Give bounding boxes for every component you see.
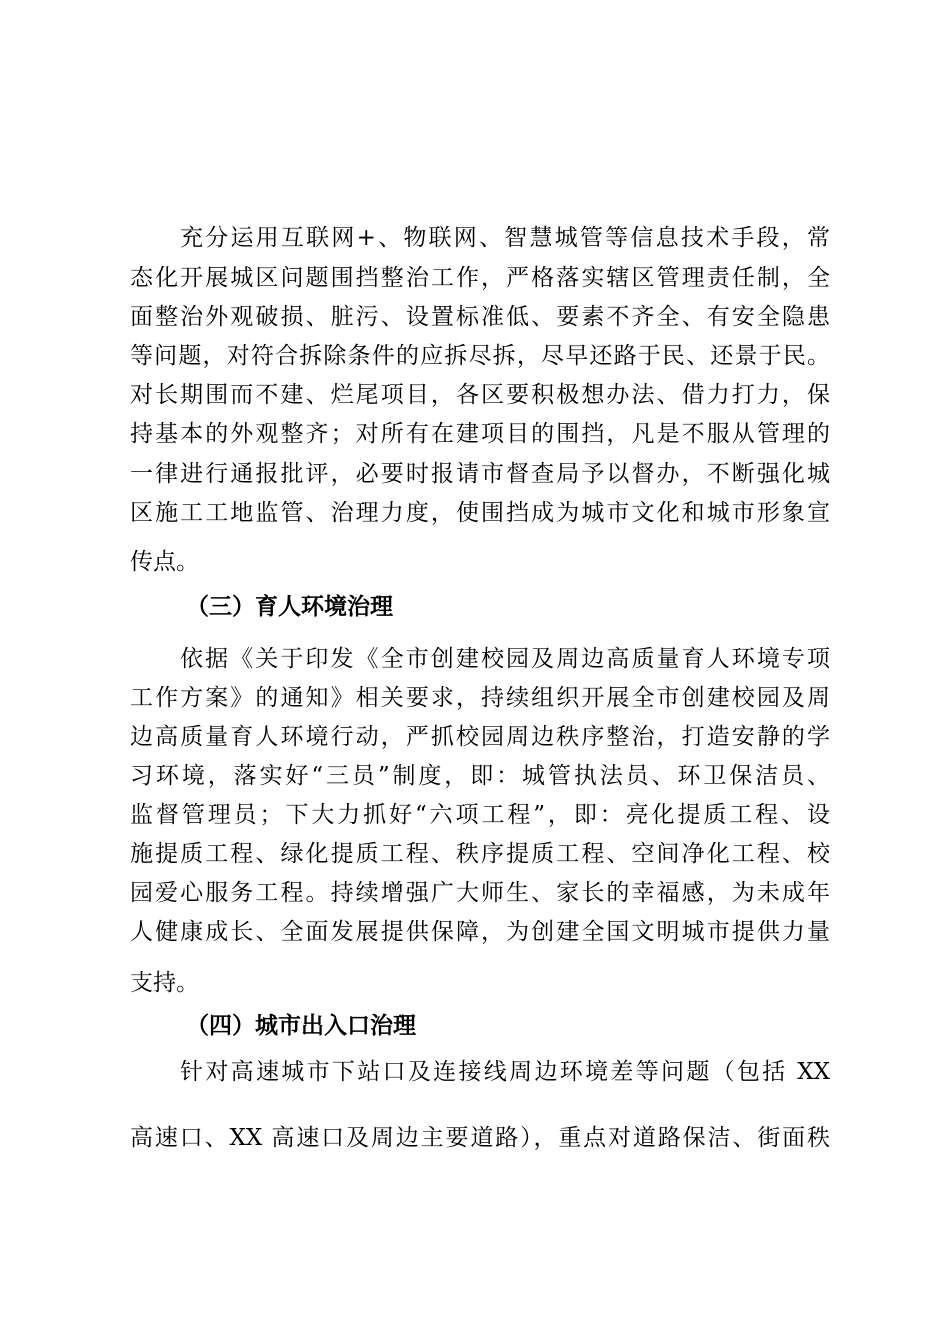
paragraph-1-line-3: 面整治外观破损、脏污、设置标准低、要素不齐全、有安全隐患 (130, 304, 830, 330)
paragraph-2-line-9: 支持。 (130, 970, 199, 996)
section-heading-3: （三）育人环境治理 (186, 594, 393, 620)
paragraph-1-line-5: 对长期围而不建、烂尾项目，各区要积极想办法、借力打力，保 (130, 382, 830, 408)
paragraph-2-line-6: 施提质工程、绿化提质工程、秩序提质工程、空间净化工程、校 (130, 841, 830, 867)
paragraph-2-line-1: 依据《关于印发《全市创建校园及周边高质量育人环境专项 (180, 646, 830, 672)
paragraph-2-line-2: 工作方案》的通知》相关要求，持续组织开展全市创建校园及周 (130, 685, 830, 711)
paragraph-1-line-9: 传点。 (130, 549, 199, 575)
paragraph-2-line-8: 人健康成长、全面发展提供保障，为创建全国文明城市提供力量 (130, 919, 830, 945)
paragraph-2-line-3: 边高质量育人环境行动，严抓校园周边秩序整治，打造安静的学 (130, 724, 830, 750)
paragraph-2-line-7: 园爱心服务工程。持续增强广大师生、家长的幸福感，为未成年 (130, 880, 830, 906)
section-heading-4: （四）城市出入口治理 (186, 1013, 416, 1039)
paragraph-1-line-1: 充分运用互联网+、物联网、智慧城管等信息技术手段，常 (180, 225, 830, 251)
paragraph-3-line-1: 针对高速城市下站口及连接线周边环境差等问题（包括 XX (180, 1059, 830, 1085)
paragraph-1-line-8: 区施工工地监管、治理力度，使围挡成为城市文化和城市形象宣 (130, 500, 830, 526)
paragraph-3-line-2: 高速口、XX 高速口及周边主要道路），重点对道路保洁、街面秩 (130, 1125, 830, 1151)
paragraph-2-line-5: 监督管理员；下大力抓好“六项工程”，即：亮化提质工程、设 (130, 802, 830, 828)
paragraph-1-line-4: 等问题，对符合拆除条件的应拆尽拆，尽早还路于民、还景于民。 (130, 343, 830, 369)
paragraph-2-line-4: 习环境，落实好“三员”制度，即：城管执法员、环卫保洁员、 (130, 763, 830, 789)
paragraph-1-line-7: 一律进行通报批评，必要时报请市督查局予以督办，不断强化城 (130, 461, 830, 487)
paragraph-1-line-2: 态化开展城区问题围挡整治工作，严格落实辖区管理责任制，全 (130, 265, 830, 291)
paragraph-1-line-6: 持基本的外观整齐；对所有在建项目的围挡，凡是不服从管理的 (130, 421, 830, 447)
